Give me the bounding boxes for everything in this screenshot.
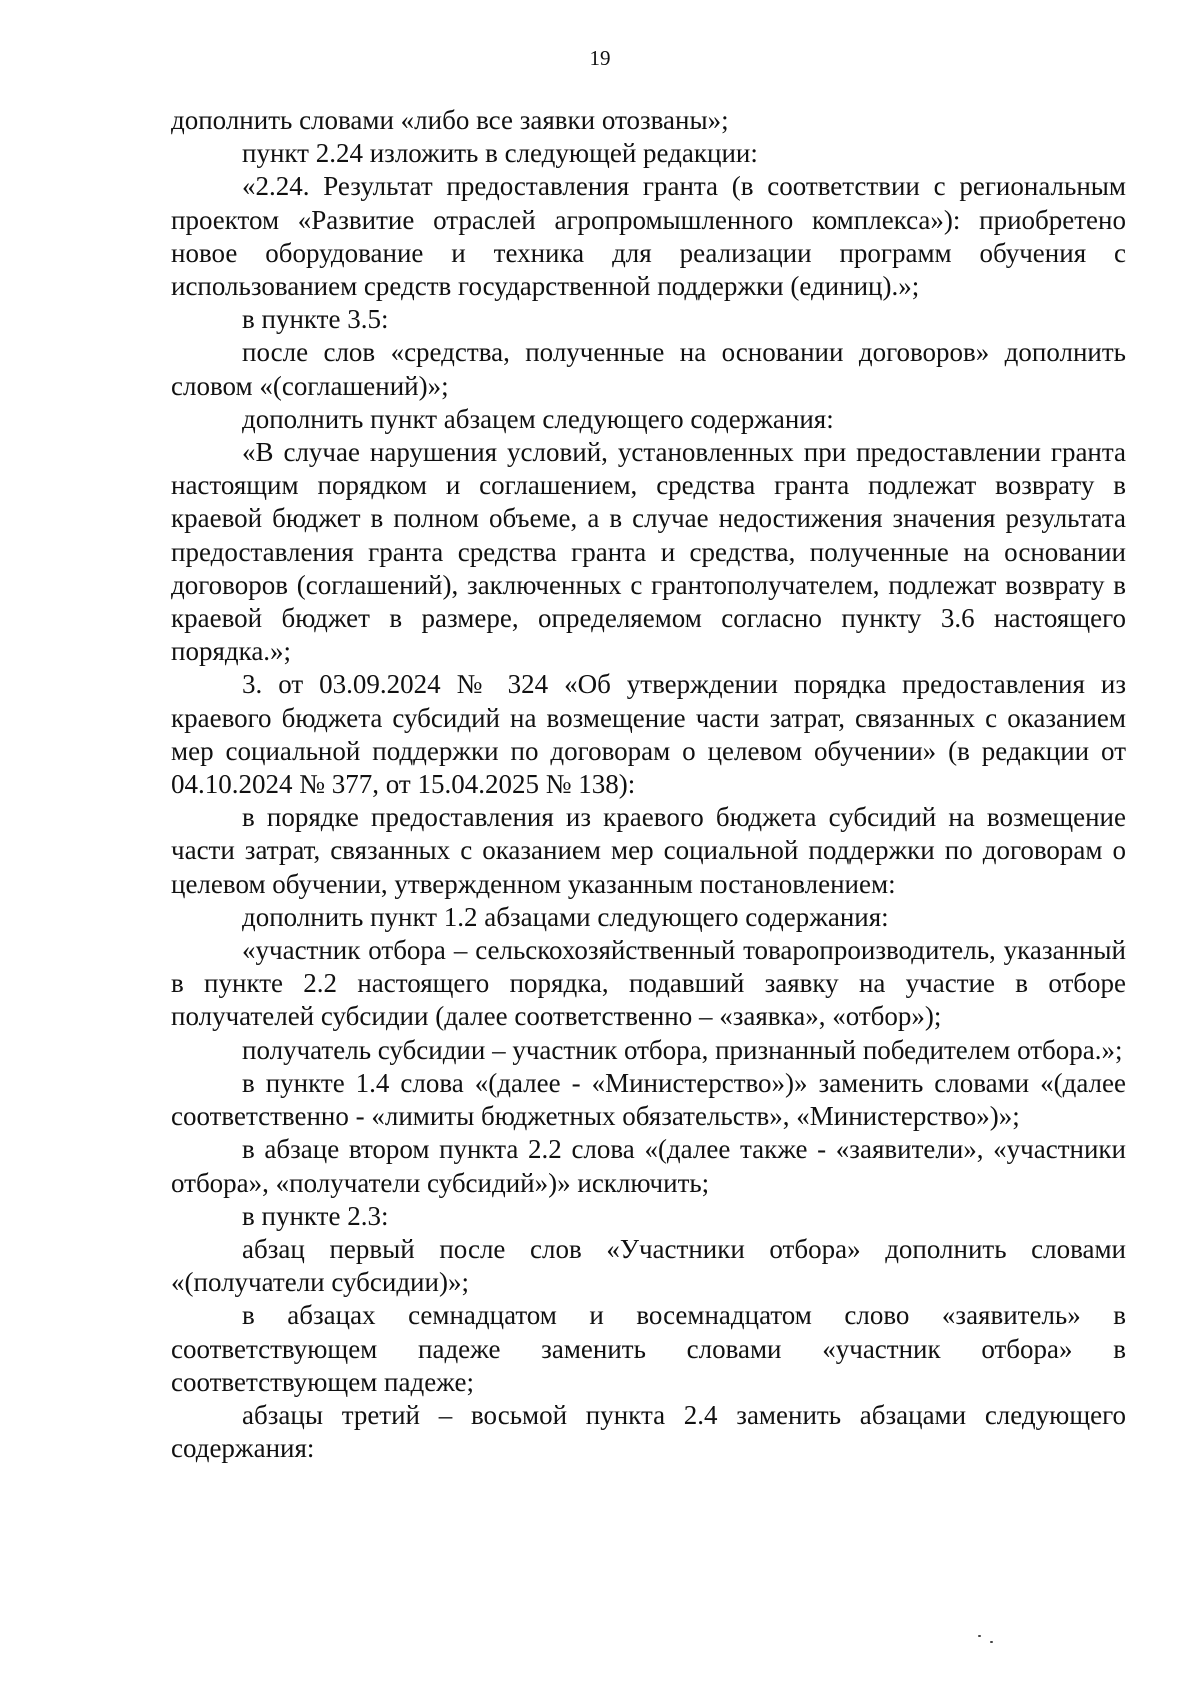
scan-speck xyxy=(978,1635,981,1637)
paragraph: пункт 2.24 изложить в следующей редакции: xyxy=(242,138,758,169)
document-body xyxy=(171,104,1126,1465)
paragraph: в пункте 3.5: xyxy=(242,304,389,335)
paragraph: «участник отбора – сельскохозяйственный товаропроизводитель, указанный в пункте 2.2 настоящего порядка, подавший заявку на участие в отборе получателей субсидии (далее соответственно – «заявка», «отбор»); xyxy=(171,935,1126,1032)
paragraph: дополнить словами «либо все заявки отозваны»; xyxy=(171,105,729,135)
paragraph: в абзаце втором пункта 2.2 слова «(далее также - «заявители», «участники отбора», «получатели субсидий»)» исключить; xyxy=(171,1134,1126,1198)
paragraph: получатель субсидии – участник отбора, признанный победителем отбора.»; xyxy=(242,1034,1123,1065)
page-number: 19 xyxy=(589,46,611,70)
paragraph: в абзацах семнадцатом и восемнадцатом слово «заявитель» в соответствующем падеже заменить словами «участник отбора» в соответствующем падеже; xyxy=(171,1300,1126,1397)
paragraph: абзац первый после слов «Участники отбора» дополнить словами «(получатели субсидии)»; xyxy=(171,1233,1126,1298)
paragraph: в порядке предоставления из краевого бюджета субсидий на возмещение части затрат, связанных с оказанием мер социальной поддержки по договорам о целевом обучении, утвержденном указанным постановлением: xyxy=(171,802,1126,899)
paragraph: в пункте 1.4 слова «(далее - «Министерство»)» заменить словами «(далее соответственно - «лимиты бюджетных обязательств», «Министерство»)»; xyxy=(171,1067,1126,1132)
paragraph: 3. от 03.09.2024 № 324 «Об утверждении порядка предоставления из краевого бюджета субсидий на возмещение части затрат, связанных с оказанием мер социальной поддержки по договорам о целевом обучении» (в редакции от 04.10.2024 № 377, от 15.04.2025 № 138): xyxy=(171,669,1126,800)
paragraph: в пункте 2.3: xyxy=(242,1200,389,1231)
paragraph: «2.24. Результат предоставления гранта (в соответствии с региональным проектом «Развитие отраслей агропромышленного комплекса»): приобретено новое оборудование и техника для реализации программ обучения с использованием средств государственной поддержки (единиц).»; xyxy=(171,171,1126,302)
paragraph: после слов «средства, полученные на основании договоров» дополнить словом «(соглашений)»; xyxy=(171,337,1126,401)
paragraph: «В случае нарушения условий, установленных при предоставлении гранта настоящим порядком и соглашением, средства гранта подлежат возврату в краевой бюджет в полном объеме, а в случае недостижения значения результата предоставления гранта средства гранта и средства, полученные на основании договоров (соглашений), заключенных с грантополучателем, подлежат возврату в краевой бюджет в размере, определяемом согласно пункту 3.6 настоящего порядка.»; xyxy=(171,437,1126,667)
paragraph: абзацы третий – восьмой пункта 2.4 заменить абзацами следующего содержания: xyxy=(171,1399,1126,1464)
paragraph: дополнить пункт 1.2 абзацами следующего содержания: xyxy=(242,901,889,932)
paragraph: дополнить пункт абзацем следующего содержания: xyxy=(242,403,834,434)
scan-speck xyxy=(990,1641,993,1643)
